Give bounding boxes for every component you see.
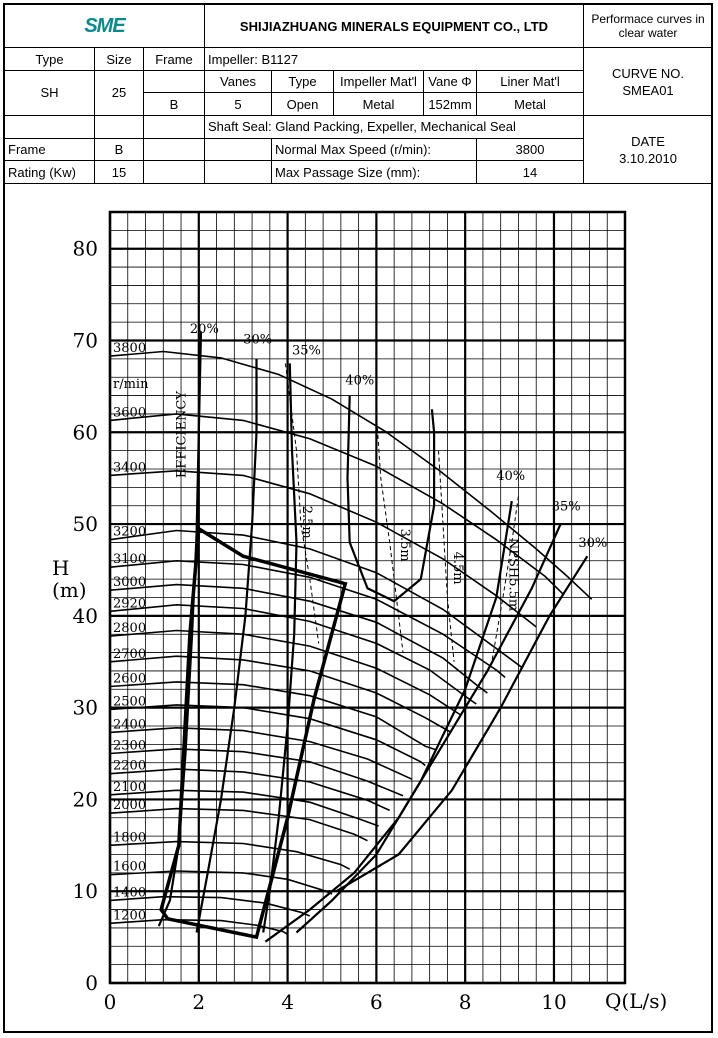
efficiency-label: 40%: [345, 373, 375, 389]
npsh-label: 4.5m: [450, 551, 466, 585]
shaft-seal: Shaft Seal: Gland Packing, Expeller, Mechanical Seal: [205, 116, 584, 139]
y-tick-label: 50: [72, 512, 98, 537]
x-tick-label: 4: [281, 990, 294, 1014]
speed-curve-label: 2000: [113, 798, 147, 814]
speed-curve-label: 2700: [113, 646, 147, 662]
x-tick-label: 0: [103, 990, 117, 1014]
impeller-material-label: Impeller Mat'l: [334, 70, 424, 93]
liner-material-value: Metal: [477, 93, 584, 116]
perf-curve-title: Performace curves in clear water: [584, 5, 713, 48]
max-passage-label: Max Passage Size (mm):: [272, 161, 477, 184]
impeller-type-label: Type: [272, 70, 334, 93]
speed-curve-label: 1400: [113, 885, 147, 901]
speed-curve-label: 2200: [113, 758, 147, 774]
x-tick-label: 8: [458, 990, 472, 1014]
frame2-label: Frame: [5, 138, 95, 161]
speed-curve-label: 2500: [113, 694, 147, 710]
efficiency-label: 30%: [578, 536, 608, 552]
speed-curve-label: 2920: [113, 596, 147, 612]
efficiency-curve-40%: [348, 396, 435, 602]
vanes-value: 5: [205, 93, 272, 116]
frame2-value: B: [95, 138, 144, 161]
speed-curve-3000: [110, 585, 487, 693]
speed-curve-2400: [110, 728, 412, 779]
y-tick-label: 10: [72, 879, 98, 904]
efficiency-label: 30%: [243, 332, 273, 348]
npsh-label: 2.5m: [299, 505, 315, 539]
speed-unit-label: r/min: [113, 377, 149, 393]
chart-grid: [110, 212, 625, 983]
speed-curve-label: 3400: [113, 460, 147, 476]
speed-curve-2800: [110, 631, 461, 716]
y-tick-label: 80: [72, 236, 98, 261]
curve-number: CURVE NO. SMEA01: [584, 48, 713, 116]
speed-curve-label: 1200: [113, 908, 147, 924]
y-tick-label: 0: [85, 971, 98, 995]
size-label: Size: [95, 48, 144, 71]
y-tick-label: 40: [72, 603, 98, 628]
speed-curve-label: 3200: [113, 524, 147, 540]
speed-curve-label: 1800: [113, 830, 147, 846]
vane-diameter-label: Vane Φ: [424, 70, 477, 93]
efficiency-curve-30%: [336, 556, 587, 891]
type-value: SH: [5, 70, 95, 115]
efficiency-curve-30%: [197, 359, 257, 933]
efficiency-label: 20%: [189, 322, 219, 338]
y-tick-label: 60: [72, 420, 98, 445]
frame-label: Frame: [144, 48, 205, 71]
speed-curve-label: 3800: [113, 341, 147, 357]
y-tick-label: 70: [72, 328, 98, 353]
size-value: 25: [95, 70, 144, 115]
speed-curve-label: 2400: [113, 717, 147, 733]
npsh-curve-2.5m: [285, 363, 318, 643]
speed-curve-2100: [110, 790, 379, 826]
performance-chart: [0, 190, 718, 1030]
x-tick-label: 10: [541, 990, 567, 1014]
impeller-type-value: Open: [272, 93, 334, 116]
npsh-label: NPSH5.5m: [505, 537, 521, 612]
liner-material-label: Liner Mat'l: [477, 70, 584, 93]
speed-curve-label: 2600: [113, 671, 147, 687]
x-tick-label: 2: [192, 990, 206, 1014]
frame-value: B: [144, 93, 205, 116]
speed-curve-label: 2100: [113, 779, 147, 795]
max-speed-label: Normal Max Speed (r/min):: [272, 138, 477, 161]
efficiency-label: 35%: [551, 499, 581, 515]
npsh-label: 3.5m: [396, 528, 412, 562]
curve-date: DATE 3.10.2010: [584, 116, 713, 184]
header-table: [4, 4, 713, 184]
speed-curve-label: 1600: [113, 859, 147, 875]
efficiency-label: 40%: [496, 469, 526, 485]
y-tick-label: 20: [72, 787, 98, 812]
speed-curve-label: 2800: [113, 621, 147, 637]
efficiency-axis-label: EFFICIENCY: [174, 391, 190, 479]
speed-curve-2700: [110, 656, 450, 731]
x-axis-title: Q(L/s): [605, 989, 668, 1013]
y-axis-title: H (m): [52, 556, 87, 602]
rating-value: 15: [95, 161, 144, 184]
impeller-code: Impeller: B1127: [205, 48, 584, 71]
y-tick-label: 30: [72, 695, 98, 720]
speed-curve-2600: [110, 682, 436, 750]
speed-curve-label: 2300: [113, 738, 147, 754]
company-name: SHIJIAZHUANG MINERALS EQUIPMENT CO., LTD: [205, 5, 584, 48]
efficiency-curve-40%: [297, 501, 512, 932]
speed-curve-label: 3000: [113, 575, 147, 591]
vanes-label: Vanes: [205, 70, 272, 93]
company-logo: SME: [5, 5, 205, 48]
rating-label: Rating (Kw): [5, 161, 95, 184]
max-passage-value: 14: [477, 161, 584, 184]
x-tick-label: 6: [370, 990, 383, 1014]
vane-diameter-value: 152mm: [424, 93, 477, 116]
efficiency-label: 35%: [292, 343, 321, 359]
speed-curve-label: 3600: [113, 405, 147, 421]
impeller-material-value: Metal: [334, 93, 424, 116]
speed-curve-label: 3100: [113, 552, 147, 568]
type-label: Type: [5, 48, 95, 71]
max-speed-value: 3800: [477, 138, 584, 161]
